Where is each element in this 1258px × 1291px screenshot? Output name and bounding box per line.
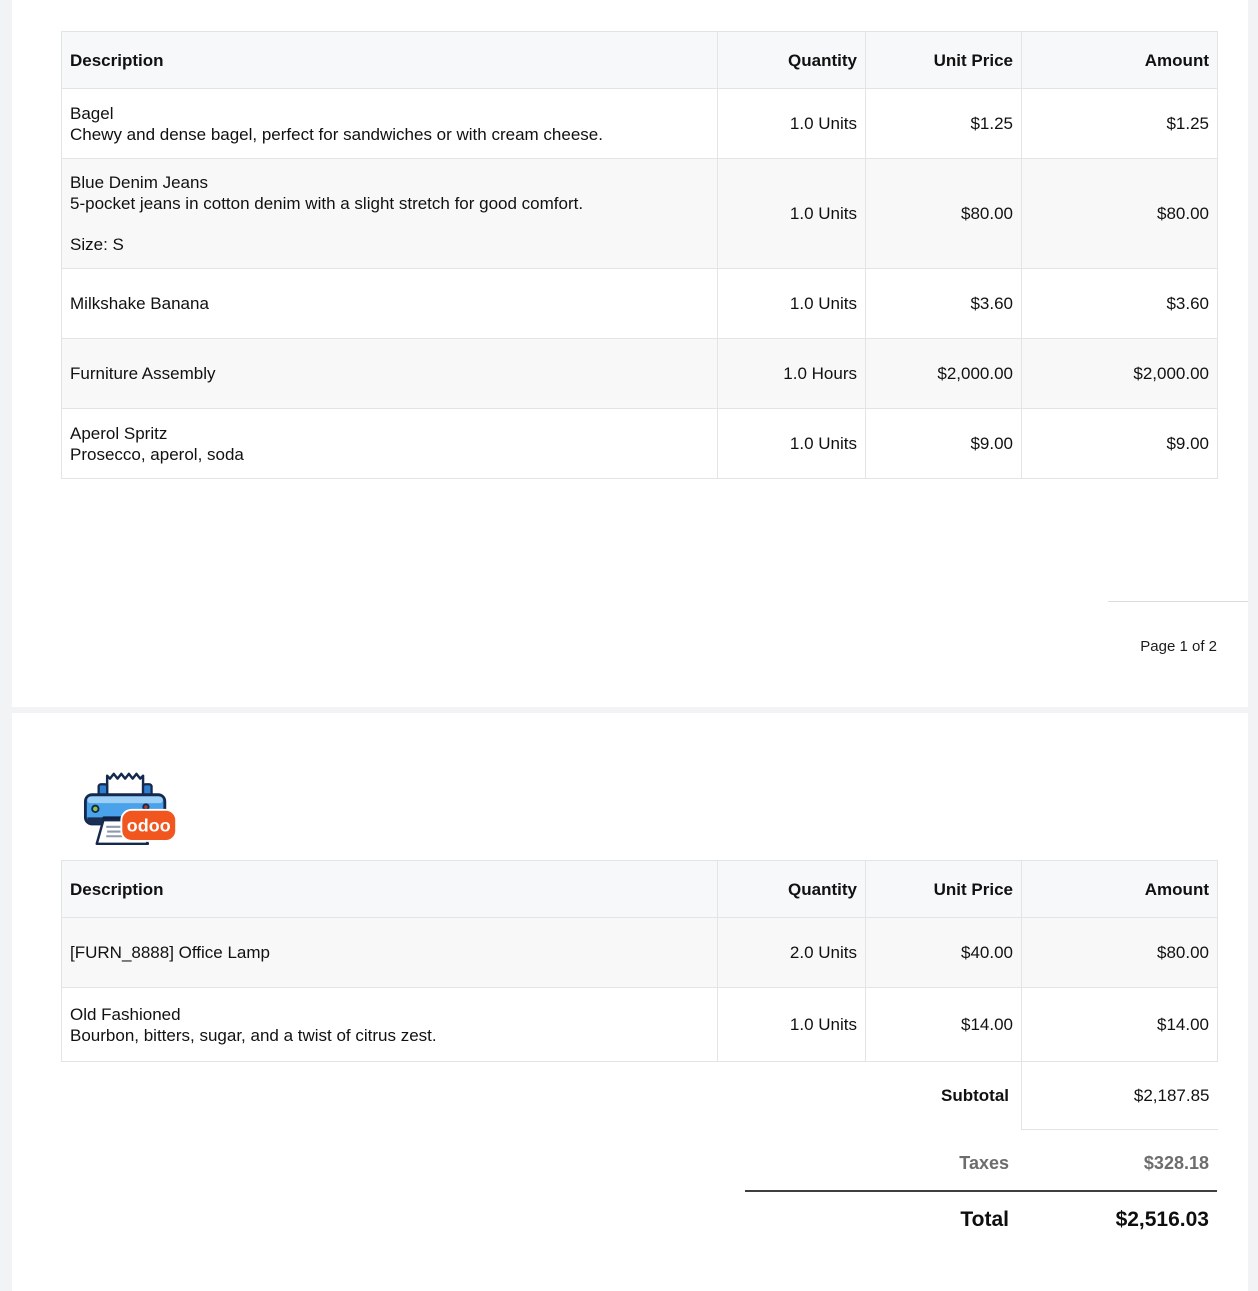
- column-header-unit-price: Unit Price: [866, 861, 1022, 918]
- amount-cell: $3.60: [1022, 269, 1218, 339]
- unit-price-cell: $40.00: [866, 918, 1022, 988]
- product-name: Blue Denim Jeans: [70, 173, 208, 192]
- quantity-cell: 1.0 Units: [718, 159, 866, 269]
- product-variant: Size: S: [70, 235, 124, 254]
- product-description: Chewy and dense bagel, perfect for sandwiches or with cream cheese.: [70, 124, 603, 144]
- column-header-amount: Amount: [1022, 861, 1218, 918]
- unit-price-cell: $14.00: [866, 988, 1022, 1062]
- amount-cell: $2,000.00: [1022, 339, 1218, 409]
- column-header-quantity: Quantity: [718, 861, 866, 918]
- totals-block: [745, 1153, 1217, 1232]
- product-name: Aperol Spritz: [70, 423, 168, 443]
- product-name: [FURN_8888] Office Lamp: [70, 943, 270, 962]
- product-name: Bagel: [70, 103, 114, 123]
- table-row: [62, 409, 1218, 479]
- column-header-description: Description: [62, 861, 718, 918]
- amount-cell: $9.00: [1022, 409, 1218, 479]
- table-row: [62, 89, 1218, 159]
- column-header-unit-price: Unit Price: [866, 32, 1022, 89]
- product-description: Prosecco, aperol, soda: [70, 444, 244, 464]
- column-header-description: Description: [62, 32, 718, 89]
- table-header-row: [62, 861, 1218, 918]
- order-lines-table-page2: [61, 860, 1218, 1130]
- table-row: [62, 159, 1218, 269]
- product-description: 5-pocket jeans in cotton denim with a slight stretch for good comfort.: [70, 194, 584, 213]
- report-page-2: [12, 713, 1248, 1291]
- unit-price-cell: $2,000.00: [866, 339, 1022, 409]
- product-name: Old Fashioned: [70, 1004, 181, 1024]
- unit-price-cell: $9.00: [866, 409, 1022, 479]
- quantity-cell: 2.0 Units: [718, 918, 866, 988]
- odoo-printer-logo-icon: [75, 763, 179, 849]
- quantity-cell: 1.0 Units: [718, 409, 866, 479]
- column-header-quantity: Quantity: [718, 32, 866, 89]
- taxes-row: [745, 1153, 1217, 1190]
- quantity-cell: 1.0 Units: [718, 269, 866, 339]
- table-row: [62, 339, 1218, 409]
- column-header-amount: Amount: [1022, 32, 1218, 89]
- amount-cell: $80.00: [1022, 159, 1218, 269]
- amount-cell: $14.00: [1022, 988, 1218, 1062]
- total-label: Total: [960, 1208, 1009, 1231]
- taxes-label: Taxes: [959, 1153, 1009, 1173]
- subtotal-value: $2,187.85: [1022, 1062, 1218, 1130]
- table-row: [62, 269, 1218, 339]
- subtotal-row: [62, 1062, 1218, 1130]
- odoo-brand-text: odoo: [126, 815, 171, 836]
- amount-cell: $1.25: [1022, 89, 1218, 159]
- amount-cell: $80.00: [1022, 918, 1218, 988]
- footer-divider: [1108, 601, 1248, 602]
- product-name: Milkshake Banana: [70, 294, 209, 313]
- total-value: $2,516.03: [1115, 1208, 1209, 1231]
- table-row: [62, 988, 1218, 1062]
- total-row: [745, 1192, 1217, 1232]
- table-row: [62, 918, 1218, 988]
- quantity-cell: 1.0 Hours: [718, 339, 866, 409]
- product-description: Bourbon, bitters, sugar, and a twist of citrus zest.: [70, 1025, 437, 1045]
- quantity-cell: 1.0 Units: [718, 988, 866, 1062]
- order-lines-table-page1: [61, 31, 1218, 479]
- table-header-row: [62, 32, 1218, 89]
- product-name: Furniture Assembly: [70, 364, 216, 383]
- unit-price-cell: $3.60: [866, 269, 1022, 339]
- report-page-1: [12, 0, 1248, 707]
- quantity-cell: 1.0 Units: [718, 89, 866, 159]
- unit-price-cell: $80.00: [866, 159, 1022, 269]
- taxes-value: $328.18: [1143, 1153, 1209, 1173]
- subtotal-label: Subtotal: [62, 1062, 1022, 1130]
- unit-price-cell: $1.25: [866, 89, 1022, 159]
- page-indicator: Page 1 of 2: [1140, 638, 1217, 655]
